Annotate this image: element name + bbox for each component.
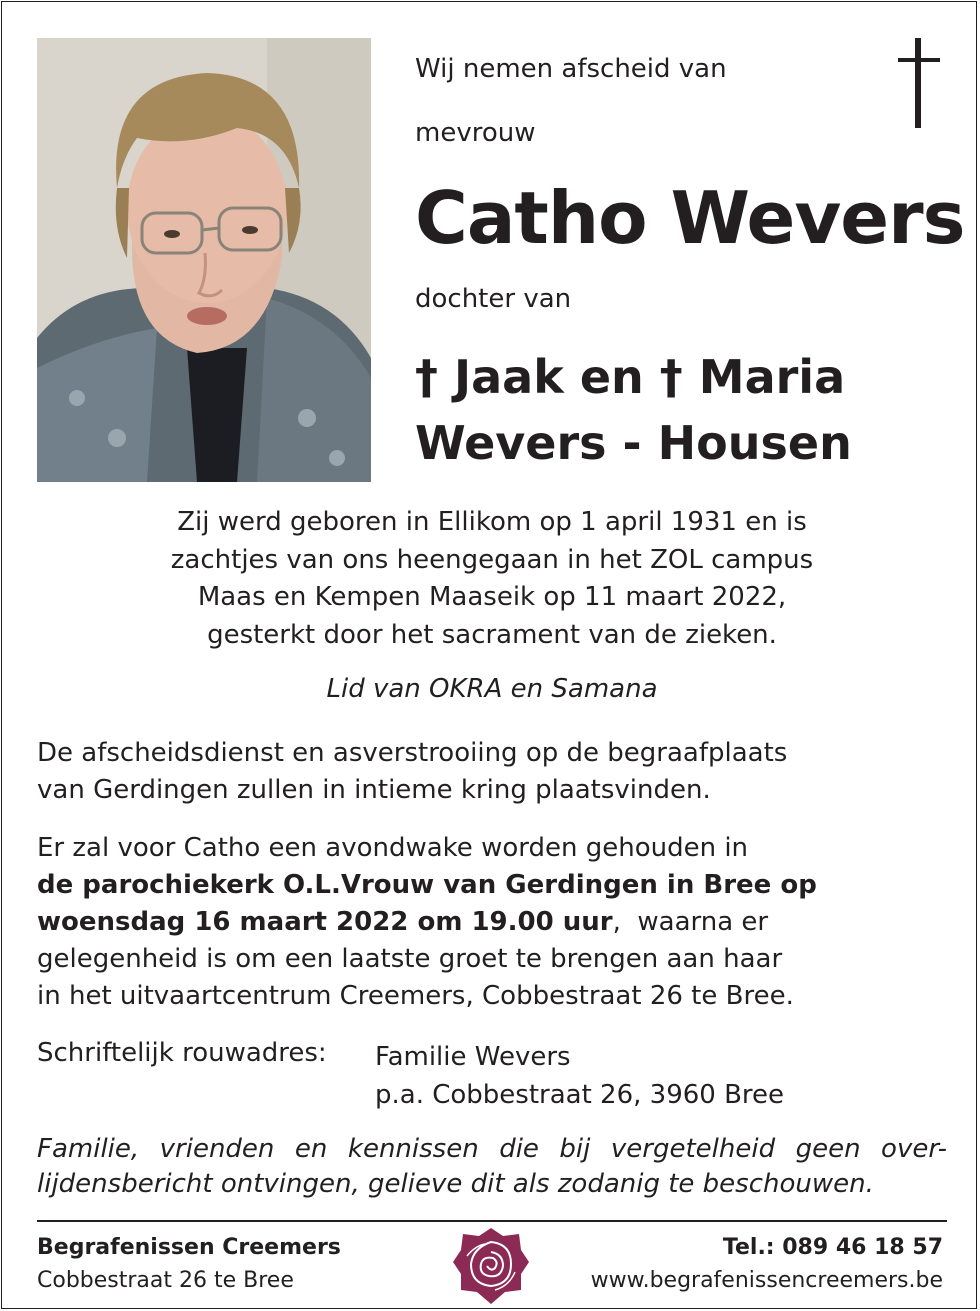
company-website[interactable]: www.begrafenissencreemers.be bbox=[590, 1268, 943, 1293]
wake-paragraph bbox=[37, 830, 817, 1015]
wake-line bbox=[37, 904, 817, 941]
company-name: Begrafenissen Creemers bbox=[37, 1235, 341, 1260]
company-address: Cobbestraat 26 te Bree bbox=[37, 1268, 294, 1293]
company-phone: Tel.: 089 46 18 57 bbox=[722, 1235, 943, 1260]
biography-line: zachtjes van ons heengegaan in het ZOL campus bbox=[170, 544, 814, 575]
mourning-address-label: Schriftelijk rouwadres: bbox=[37, 1038, 327, 1068]
mourning-address-line: Familie Wevers bbox=[375, 1042, 571, 1072]
portrait-photo bbox=[37, 38, 371, 482]
rose-icon bbox=[453, 1226, 529, 1306]
service-line: van Gerdingen zullen in intieme kring plaatsvinden. bbox=[37, 775, 711, 805]
parents-names: † Jaak en † Maria bbox=[415, 350, 846, 404]
parents-surnames: Wevers - Housen bbox=[415, 416, 852, 470]
biography-line: Zij werd geboren in Ellikom op 1 april 1931 en is bbox=[177, 507, 807, 537]
footer-divider bbox=[37, 1220, 947, 1222]
notice-text bbox=[37, 1132, 947, 1202]
deceased-name: Catho Wevers bbox=[415, 176, 965, 260]
wake-line: gelegenheid is om een laatste groet te brengen aan haar bbox=[37, 944, 783, 974]
biography bbox=[62, 504, 922, 654]
relation-text: dochter van bbox=[415, 284, 572, 314]
wake-line-rest: , waarna er bbox=[612, 907, 769, 937]
wake-line: in het uitvaartcentrum Creemers, Cobbestraat 26 te Bree. bbox=[37, 981, 794, 1011]
notice-line: lijdensbericht ontvingen, gelieve dit als zodanig te beschouwen. bbox=[37, 1169, 874, 1199]
service-line: De afscheidsdienst en asverstrooiing op de begraafplaats bbox=[37, 738, 788, 768]
mourning-address-line: p.a. Cobbestraat 26, 3960 Bree bbox=[375, 1080, 785, 1110]
mourning-address bbox=[375, 1038, 784, 1114]
biography-line: Maas en Kempen Maaseik op 11 maart 2022, bbox=[197, 582, 787, 612]
obituary-card bbox=[1, 1, 977, 1309]
portrait-image bbox=[37, 38, 371, 482]
notice-line: Familie, vrienden en kennissen die bij vergetelheid geen over- bbox=[37, 1134, 947, 1164]
title-text: mevrouw bbox=[415, 118, 536, 148]
wake-line: Er zal voor Catho een avondwake worden gehouden in bbox=[37, 833, 749, 863]
wake-location: de parochiekerk O.L.Vrouw van Gerdingen in Bree op bbox=[37, 870, 817, 900]
biography-line: gesterkt door het sacrament van de zieken. bbox=[207, 619, 777, 650]
wake-date: woensdag 16 maart 2022 om 19.00 uur bbox=[37, 907, 613, 937]
service-paragraph bbox=[37, 735, 787, 809]
cross-icon bbox=[898, 38, 940, 128]
membership-text: Lid van OKRA en Samana bbox=[326, 674, 658, 704]
intro-text: Wij nemen afscheid van bbox=[415, 54, 727, 84]
